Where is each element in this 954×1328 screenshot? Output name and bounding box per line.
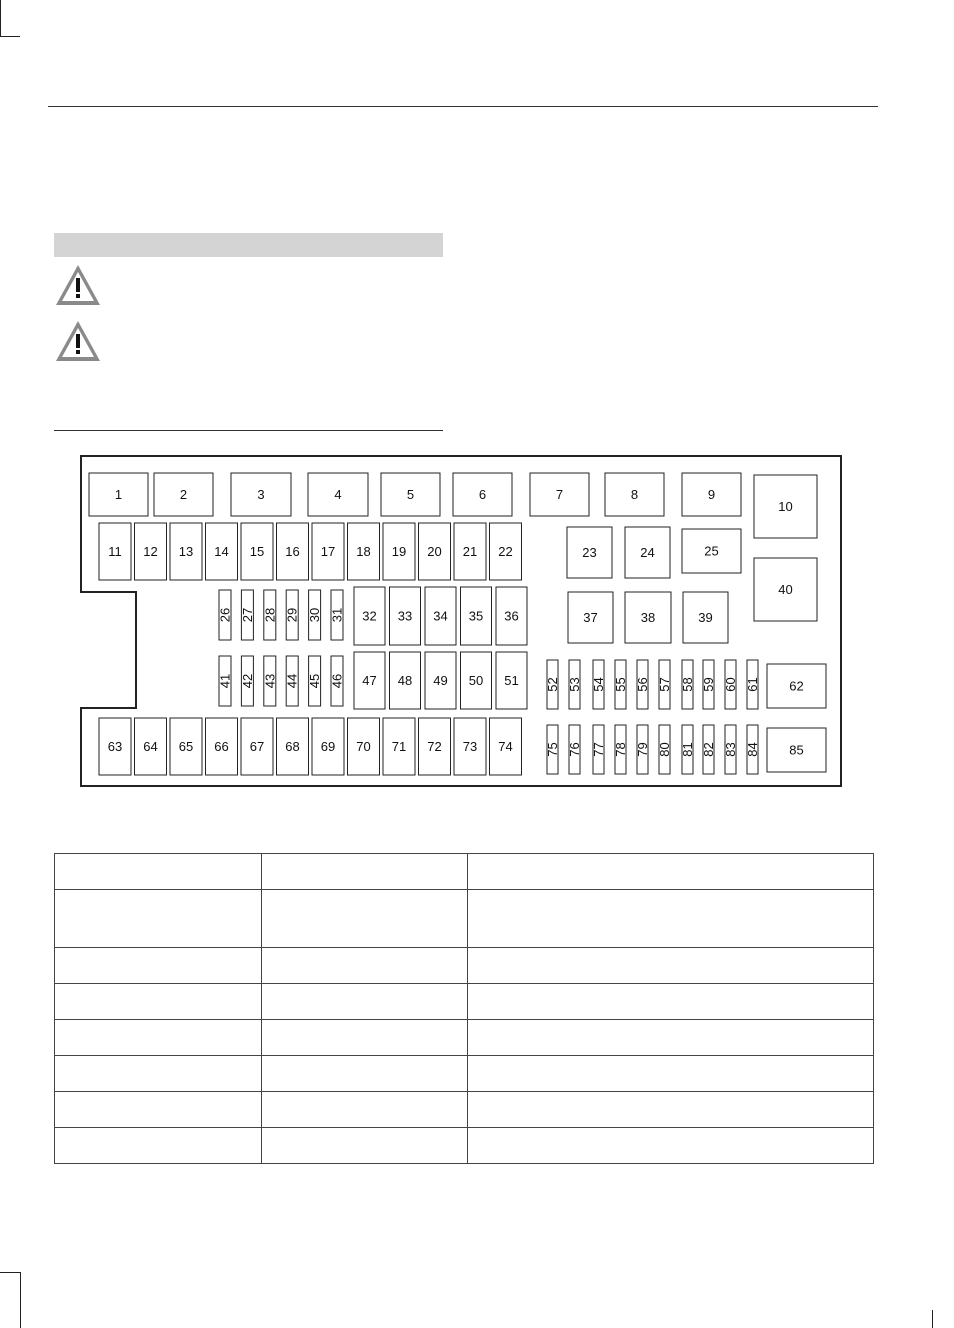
fuse-35 [461,587,492,645]
fuse-63 [99,718,131,775]
fuse-label: 4 [334,487,342,502]
fuse-72 [419,718,451,775]
table-row [55,1056,874,1092]
fuse-53 [567,660,582,709]
fuse-label: 83 [723,742,738,757]
fuse-label: 18 [356,544,371,559]
fuse-label: 58 [680,677,695,692]
fuse-label: 30 [307,607,323,623]
fuse-26 [218,590,233,640]
table-cell [468,948,874,984]
table-cell [262,948,468,984]
fuse-29 [285,590,300,640]
fuse-label: 31 [329,607,345,623]
fuse-label: 33 [397,608,413,624]
fuse-label: 19 [391,544,407,559]
fuse-label: 66 [214,739,229,754]
fuse-10 [754,475,817,538]
fuse-label: 79 [635,742,650,757]
fuse-71 [383,718,415,775]
fuse-23 [567,527,612,578]
fuse-label: 49 [433,673,448,688]
fuse-15 [241,523,273,580]
fuse-label: 75 [545,742,560,757]
table-cell [468,1056,874,1092]
fuse-38 [625,592,671,643]
fuse-12 [135,523,167,580]
fuse-22 [490,523,522,580]
table-row [55,1128,874,1164]
table-cell [468,890,874,948]
fuse-30 [307,590,322,640]
fuse-31 [330,590,345,640]
fuse-label: 55 [613,677,628,692]
fuse-label: 15 [249,544,265,559]
table-cell [55,1092,262,1128]
fuse-label: 10 [778,499,793,514]
fuse-3 [231,473,291,516]
fuse-45 [307,656,322,706]
fuse-52 [545,660,560,709]
fuse-label: 81 [680,742,695,757]
fuse-label: 80 [657,742,672,757]
table-row [55,948,874,984]
fuse-label: 74 [498,739,513,754]
fuse-label: 7 [555,487,564,502]
fuse-13 [170,523,202,580]
fuse-label: 85 [789,742,804,758]
fuse-51 [496,652,527,709]
table-row [55,984,874,1020]
fuse-18 [348,523,380,580]
fuse-46 [330,656,345,706]
fuse-label: 56 [635,677,650,692]
fuse-21 [454,523,486,580]
fuse-70 [348,718,380,775]
fuse-65 [170,718,202,775]
fuse-7 [530,473,589,516]
crop-mark [932,1310,933,1328]
fuse-62 [767,664,826,708]
fuse-label: 37 [583,610,598,625]
fuse-69 [312,718,344,775]
table-cell [468,1128,874,1164]
fuse-label: 1 [114,487,123,502]
fuse-label: 72 [427,739,442,754]
fuse-label: 24 [640,545,655,560]
fuse-label: 44 [284,673,300,689]
fuse-20 [419,523,451,580]
fuse-label: 32 [362,608,377,624]
fuse-label: 12 [143,544,158,559]
crop-mark [20,1272,21,1328]
table-cell [468,1020,874,1056]
table-cell [262,984,468,1020]
fuse-47 [354,652,385,709]
fuse-label: 61 [745,677,760,692]
fuse-78 [613,725,628,774]
fuse-label: 73 [462,739,478,754]
fuse-label: 3 [257,487,265,502]
fuse-label: 27 [239,607,255,623]
fuse-34 [425,587,456,645]
crop-mark [0,1272,20,1273]
fuse-50 [461,652,492,709]
table-cell [468,1092,874,1128]
fuse-label: 9 [707,487,716,502]
fuse-83 [723,725,738,774]
fuse-48 [390,652,421,709]
table-cell [262,1128,468,1164]
fuse-85 [767,728,826,772]
fuse-label: 43 [262,673,278,689]
table-cell [55,984,262,1020]
fuse-label: 45 [307,673,323,689]
fuse-label: 50 [468,673,484,688]
fuse-37 [568,592,613,643]
fuse-60 [723,660,738,709]
fuse-55 [613,660,628,709]
fuse-56 [635,660,650,709]
fuse-label: 2 [179,487,188,502]
fuse-label: 65 [178,739,194,754]
fuse-label: 51 [504,673,519,688]
fuse-4 [308,473,368,516]
fuse-79 [635,725,650,774]
fuse-label: 26 [217,607,233,623]
fuse-43 [262,656,277,706]
fuse-label: 41 [217,673,233,689]
fuse-59 [701,660,716,709]
fuse-68 [277,718,309,775]
fuse-label: 35 [468,608,484,624]
fuse-74 [490,718,522,775]
fuse-label: 42 [239,673,255,689]
fuse-67 [241,718,273,775]
fuse-label: 62 [789,678,804,694]
fuse-28 [262,590,277,640]
fuse-36 [496,587,527,645]
fuse-54 [591,660,606,709]
fuse-label: 84 [745,742,760,757]
fuse-label: 34 [433,608,448,624]
table-row [55,1020,874,1056]
fuse-label: 70 [356,739,371,754]
fuse-label: 23 [582,545,597,560]
fuse-14 [206,523,238,580]
fuse-66 [206,718,238,775]
fuse-label: 68 [285,739,300,754]
fuse-41 [218,656,233,706]
fuse-82 [701,725,716,774]
fuse-49 [425,652,456,709]
fuse-label: 47 [362,673,377,688]
fuse-80 [657,725,672,774]
fuse-label: 22 [498,544,513,559]
fuse-label: 40 [778,582,793,597]
table-cell [262,1092,468,1128]
fuse-75 [545,725,560,774]
fuse-label: 71 [391,739,407,754]
table-row [55,890,874,948]
table-cell [262,890,468,948]
fuse-label: 46 [329,673,345,689]
fuse-label: 64 [143,739,158,754]
fuse-label: 54 [591,677,606,692]
fuse-61 [745,660,760,709]
fuse-17 [312,523,344,580]
fuse-58 [680,660,695,709]
table-cell [55,890,262,948]
fuse-57 [657,660,672,709]
fuse-label: 78 [613,742,628,757]
fuse-42 [240,656,255,706]
table-cell [262,854,468,890]
fuse-label: 25 [704,543,719,559]
fuse-label: 48 [397,673,413,688]
fuse-6 [453,473,512,516]
table-cell [468,854,874,890]
fuse-label: 13 [178,544,194,559]
fuse-40 [754,558,817,621]
fuse-label: 29 [284,607,300,623]
fuse-label: 39 [698,610,713,625]
table-cell [55,1128,262,1164]
fuse-73 [454,718,486,775]
fuse-label: 59 [701,677,716,692]
fuse-81 [680,725,695,774]
fuse-44 [285,656,300,706]
fuse-25 [682,529,741,573]
table-cell [468,984,874,1020]
fuse-label: 36 [504,608,519,624]
table-cell [262,1020,468,1056]
table-row [55,854,874,890]
fuse-label: 28 [262,607,278,623]
fuse-9 [682,473,741,516]
fuse-label: 76 [567,742,582,757]
fuse-label: 5 [406,487,415,502]
fuse-label: 20 [427,544,442,559]
fuse-11 [99,523,131,580]
table-cell [55,948,262,984]
fuse-table [54,853,874,1164]
fuse-label: 17 [320,544,336,559]
fuse-label: 38 [640,610,656,625]
fuse-label: 60 [723,677,738,692]
fuse-label: 67 [249,739,265,754]
fuse-1 [89,473,148,516]
fuse-label: 16 [285,544,300,559]
fuse-label: 52 [545,677,560,692]
fuse-2 [154,473,213,516]
fuse-label: 69 [320,739,336,754]
table-row [55,1092,874,1128]
table-cell [262,1056,468,1092]
fuse-77 [591,725,606,774]
table-cell [55,1020,262,1056]
fuse-label: 21 [462,544,478,559]
fuse-64 [135,718,167,775]
fuse-27 [240,590,255,640]
fuse-label: 82 [701,742,716,757]
fuse-label: 14 [214,544,229,559]
fuse-label: 11 [108,544,122,559]
fuse-32 [354,587,385,645]
table-cell [55,854,262,890]
fuse-84 [745,725,760,774]
fuse-label: 63 [107,739,123,754]
table-cell [55,1056,262,1092]
fuse-39 [683,592,728,643]
fuse-label: 53 [567,677,582,692]
fuse-label: 77 [591,742,606,757]
fuse-19 [383,523,415,580]
fuse-76 [567,725,582,774]
fuse-label: 8 [630,487,639,502]
fuse-5 [381,473,440,516]
fuse-33 [390,587,421,645]
fuse-16 [277,523,309,580]
fuse-24 [625,527,670,578]
fuse-8 [605,473,664,516]
fuse-label: 57 [657,677,672,692]
fuse-label: 6 [478,487,487,502]
